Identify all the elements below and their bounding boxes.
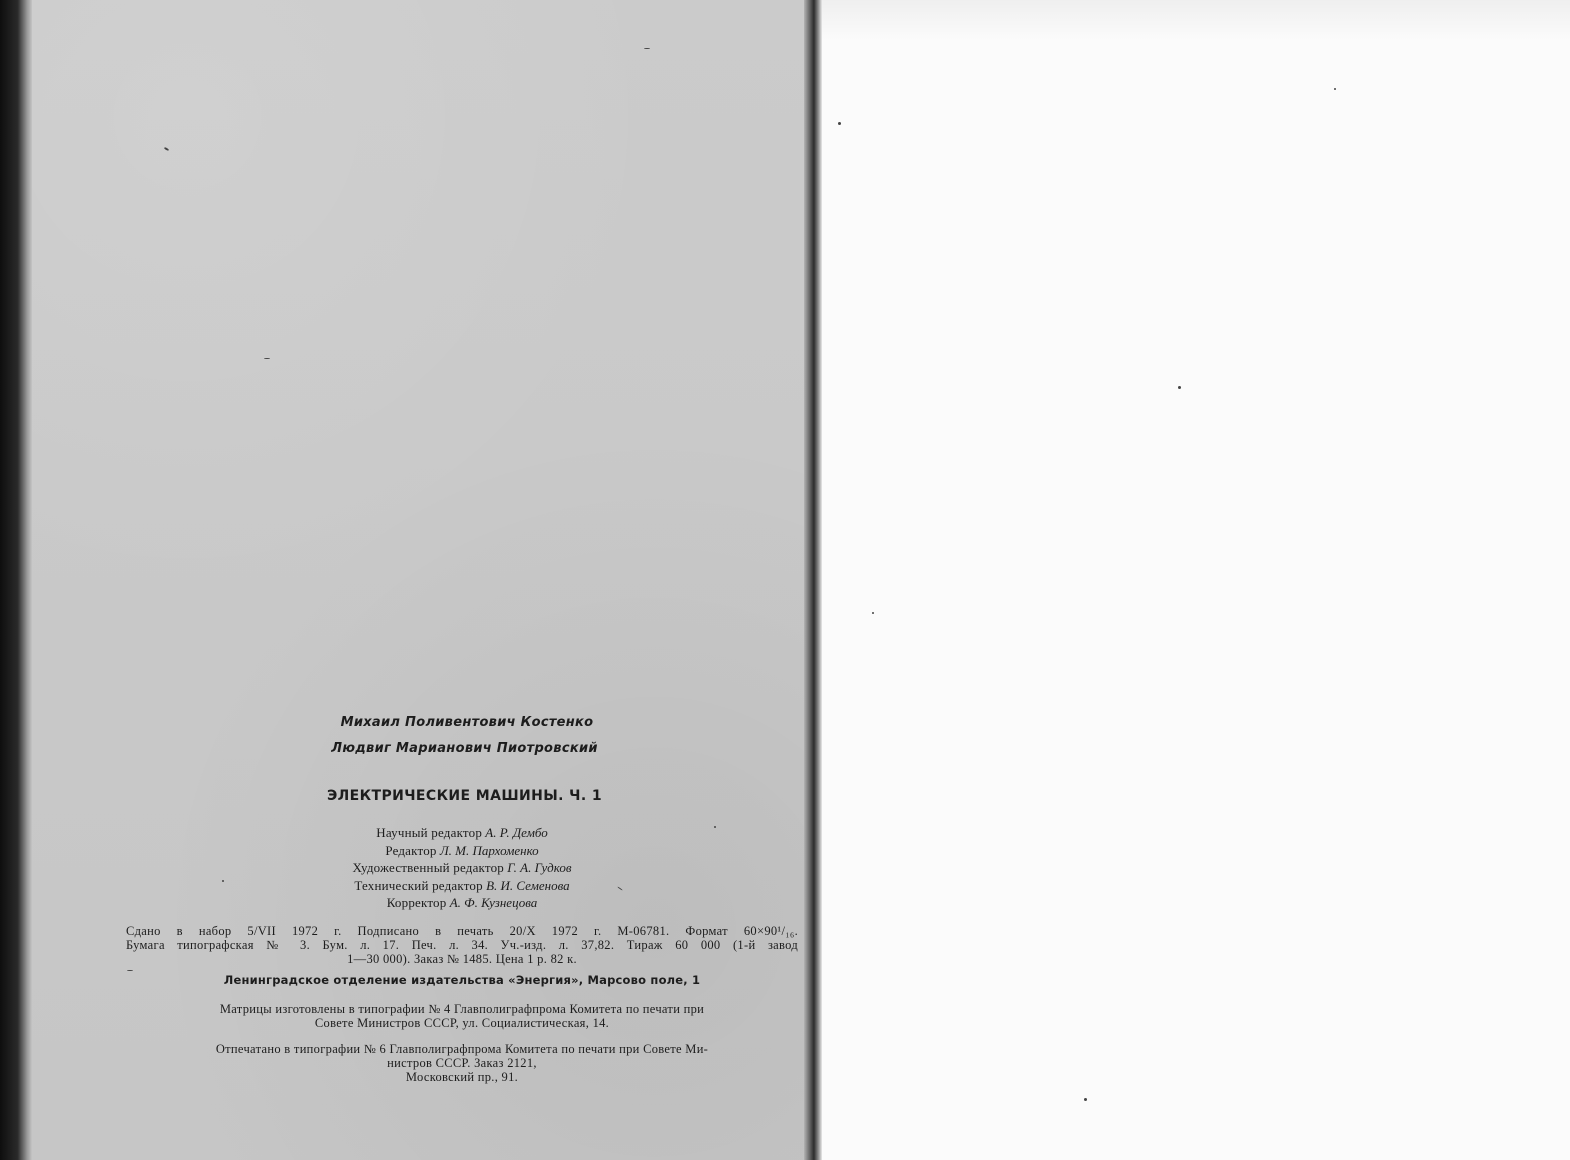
staff-name: А. Ф. Кузнецова [449,895,538,910]
paper-speck [838,122,841,125]
staff-role: Художественный редактор [352,860,504,875]
paper-speck [1178,386,1181,389]
staff-line [122,859,802,877]
staff-line [122,894,802,912]
staff-line [122,824,802,842]
matrices-note [122,1002,802,1030]
printing-line: Отпечатано в типографии № 6 Главполиграфпрома Комитета по печати при Совете Ми- [215,1041,709,1056]
author-name: Михаил Поливентович Костенко [340,715,594,730]
paper-speck [1334,88,1336,90]
publication-details [122,924,802,966]
publisher-address: Ленинградское отделение издательства «Энергия», Марсово поле, 1 [223,972,701,987]
staff-name: В. И. Семенова [486,877,570,893]
matrices-line: Матрицы изготовлены в типографии № 4 Главполиграфпрома Комитета по печати при [219,1001,705,1016]
book-edge-shadow [0,0,32,1160]
right-page-blank [822,0,1570,1160]
paper-speck [164,147,169,151]
staff-role: Технический редактор [354,877,483,893]
editorial-staff [122,824,802,912]
book-gutter [804,0,822,1160]
printing-note [122,1042,802,1084]
matrices-line: Совете Министров СССР, ул. Социалистическая, 14. [314,1015,610,1030]
publication-line: Бумага типографская № 3. Бум. л. 17. Печ. л. 34. Уч.-изд. л. 37,82. Тираж 60 000 (1-й завод [126,937,798,952]
book-title: ЭЛЕКТРИЧЕСКИЕ МАШИНЫ. Ч. 1 [326,788,603,804]
printing-line: нистров СССР. Заказ 2121, [387,1055,537,1070]
staff-role: Научный редактор [376,825,483,840]
staff-line [122,877,802,895]
left-page [32,0,810,1160]
printing-line: Московский пр., 91. [405,1069,519,1084]
paper-speck [872,612,874,614]
staff-role: Редактор [385,842,437,858]
publication-line: 1—30 000). Заказ № 1485. Цена 1 р. 82 к. [347,951,577,966]
paper-speck [264,358,270,359]
staff-line [122,842,802,860]
staff-role: Корректор [386,895,447,910]
staff-name: Л. М. Пархоменко [439,842,539,858]
publication-line: Сдано в набор 5/VII 1972 г. Подписано в печать 20/X 1972 г. М-06781. Формат 60×90¹/₁₆. [126,923,798,938]
staff-name: Г. А. Гудков [507,860,572,875]
paper-speck [1084,1098,1087,1101]
colophon [122,710,802,1084]
staff-name: А. Р. Дембо [485,825,548,840]
paper-speck [644,48,650,49]
author-name: Людвиг Марианович Пиотровский [331,741,598,756]
